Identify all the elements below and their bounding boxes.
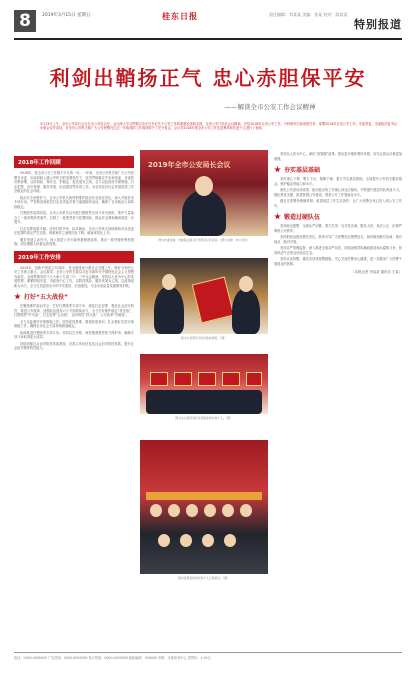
photo-caption: 图为获得表彰的先进个人合影留念。（图） (178, 576, 230, 580)
section-heading-team (274, 212, 402, 221)
certificate (150, 372, 168, 386)
photo-speaker (140, 150, 268, 248)
certificate (198, 372, 216, 386)
sash-row (146, 492, 262, 500)
photo-award (140, 258, 268, 344)
person-head (240, 504, 252, 517)
person-head (224, 534, 236, 547)
header-rule (14, 38, 402, 40)
subheadline: ——解读全市公安工作会议精神 (224, 103, 316, 111)
section-body-team (274, 224, 402, 266)
photo-image (140, 440, 268, 574)
section-heading-plan: 2019年工作安排 (14, 251, 134, 263)
photo-caption: 图为市委常委、市委政法委书记出席会议并讲话。（图片来源：市公安局） (158, 238, 250, 242)
section-heading-review: 2018年工作回顾 (14, 156, 134, 168)
paragraph: 坚持从严管理监督，深入推进全面从严治党，持续加强党风廉政建设和反腐败斗争，营造风清气正的良好政治生态。 (274, 246, 402, 255)
section-heading-text: 夯实基层基础 (284, 167, 321, 174)
officer-head (195, 176, 213, 196)
section-heading-battles (14, 292, 134, 301)
paragraph: 全力以赴做好安保维稳工作。坚持底线思维，增强忧患意识，扎实做好各类安保维稳工作，确保全市社会大局持续和谐稳定。 (14, 319, 134, 328)
column-right (274, 152, 402, 592)
header-date: 2019年3月15日 星期五 (42, 13, 91, 18)
paragraph: 坚持重心下移、警力下沉、保障下倾，着力夯实基层基础，全面提升公安机关服务群众、维护稳定的能力和水平。 (274, 177, 402, 186)
certificate (246, 372, 262, 386)
author-line: （本报记者 李某某 通讯员 王某） (351, 270, 402, 274)
person-head (158, 534, 170, 547)
lead-text: 3月13日上午，全市公安局长会议在市公安局召开。会议深入学习贯彻习近平总书记关于公安工作的重要论述和全国、全省公安厅局长会议精神，总结2018年全市公安工作，分析研判当前形势任务，部署2019年全市公安工作。市委常委、市委政法委书记出席会议并讲话，对全市公安机关和广大公安民警在过去一年取得的工作成绩给予了充分肯定。会议对2018年度全市公安工作先进集体和先进个人进行了表彰。 (40, 122, 397, 131)
photo-column (140, 150, 268, 595)
officer-head (162, 274, 176, 290)
paragraph: 坚持从优待警，落实各项优待警措施，关心关爱民警身心健康，进一步激发广大民警干事创业的热情。 (274, 257, 402, 266)
paragraph: 打击犯罪成果丰硕。坚持打防并举、标本兼治，全市公安机关持续保持对各类违法犯罪的高压严打态势，刑事案件立案数同比下降，破案率同比上升。 (14, 226, 134, 235)
certificate (222, 372, 240, 386)
paragraph: 2018年，是全市公安工作极不平凡的一年。一年来，全市公安机关和广大公安民警在市委、市政府和上级公安机关的坚强领导下，坚决贯彻落实中央和省委、市委的决策部署，以防风险、保安全、护稳定、促发展为主线，全力以赴抓好安保维稳、打击犯罪、治安管理、服务发展、队伍建设等各项工作，为全市经济社会发展营造了安全稳定的社会环境。 (14, 171, 134, 193)
recipient-row (146, 390, 262, 414)
section-body-review (14, 171, 134, 247)
photo-banner-text: 2019年全市公安局长会议 (148, 161, 231, 169)
photo-image (140, 150, 268, 236)
header-meta: 责任编辑：刘某某 美编：张某 校对：陈某某 (269, 12, 348, 17)
paragraph: 在聚焦维护政治安全、打好扫黑除恶专项斗争、深化打击犯罪、强化社会治安防控、推进公安改革、加强队伍建设六个方面持续用力，全力打好维护稳定“攻坚战”、扫黑除恶“歼灭战”、打击犯罪“主动战”、治安防控“持久战”、公安改革“突破战”。 (14, 304, 134, 317)
officer-figure (232, 288, 260, 334)
photo-image (140, 258, 268, 334)
section-body-battles (14, 304, 134, 351)
page-header (14, 10, 402, 36)
section-heading-text: 打好“五大战役” (24, 294, 68, 301)
lead-paragraph (40, 122, 400, 144)
certificate (174, 372, 192, 386)
person-head (202, 534, 214, 547)
section-heading-text: 锻造过硬队伍 (284, 214, 321, 221)
award-plaque (192, 276, 235, 323)
paragraph: 坚持以人民为中心，深化“放管服”改革，推出更多便民利民举措，切实让群众办事更加便捷。 (274, 152, 402, 161)
star-icon (274, 166, 281, 173)
section-body-battles-cont (274, 152, 402, 161)
paragraph: 持续加强社会治安防控体系建设。完善立体化信息化社会治安防控体系，提升社会治安整体防控能力。 (14, 341, 134, 350)
paragraph: 扫黑除恶成效明显。全市公安机关以开展扫黑除恶专项斗争为契机，集中力量侦办了一批涉黑涉恶案件，打掉了一批黑恶势力犯罪团伙，群众安全感和满意度进一步提升。 (14, 211, 134, 224)
footer-rule (14, 652, 402, 653)
paragraph: 纵深推进扫黑除恶专项斗争。坚持以打开路，深挖彻查黑恶势力保护伞，确保专项斗争取得更大成效。 (14, 330, 134, 339)
paragraph: 坚持把政治建设摆在首位，教育引导广大民警坚定理想信念，始终做到绝对忠诚、绝对纯洁、绝对可靠。 (274, 235, 402, 244)
photo-image (140, 354, 268, 414)
paragraph: 2019年，是新中国成立70周年，是全面建成小康社会关键之年，做好今年的公安工作意义重大。会议要求，全市公安机关要以习近平新时代中国特色社会主义思想为指导，全面贯彻党的十九大和十九届二中、三中全会精神，坚持以人民为中心的发展思想，紧紧围绕市委、市政府中心工作，以防控风险、服务发展为主线，以改革创新为动力，全力打造更高水平的平安建设、法治建设，为全市高质量发展保驾护航。 (14, 265, 134, 288)
section-body-plan (14, 266, 134, 289)
person-head (204, 504, 216, 517)
officer-head (239, 276, 253, 292)
person-head (186, 504, 198, 517)
paragraph: 服务发展主动作为。深入推进公安行政审批制度改革，推出一系列便民利民措施，切实增强人民群众获得感。 (14, 237, 134, 246)
headline: 利剑出鞘扬正气 忠心赤胆保平安 (49, 66, 367, 90)
masthead: 桂东日报 (162, 12, 198, 21)
paragraph: 深化公安派出所改革，推动派出所工作重心向社区倾斜，不断提升基层所队的战斗力。强化科技支撑，推进智慧公安建设，提高公安工作智能化水平。 (274, 188, 402, 197)
section-body-grassroots (274, 177, 402, 208)
page-number: 8 (14, 10, 36, 32)
footer: 电话：0000-0000000 广告热线：0000-0000000 发行热线：0000-0000000 邮政编码：000000 印刷：本报印务中心 零售价：1.00元 (14, 656, 211, 660)
column-left (14, 152, 134, 592)
paragraph: 政治安全坚强有力。全市公安机关始终把维护政治安全放在首位，深入开展各类专项行动，严密防范和依法打击各类敌对势力渗透破坏活动，确保了全市政治大局持续稳定。 (14, 195, 134, 209)
star-icon (274, 213, 281, 220)
star-icon (14, 293, 21, 300)
person-head (180, 534, 192, 547)
section-label: 特别报道 (354, 18, 402, 31)
officer-figure (182, 190, 226, 236)
officer-figure (154, 286, 184, 334)
section-heading-grassroots (274, 165, 402, 174)
person-head (222, 504, 234, 517)
photo-group (140, 440, 268, 585)
paragraph: 健全完善警务保障机制，改善基层工作生活条件，让广大民警全身心投入到公安工作中。 (274, 199, 402, 208)
photo-caption: 图为会议现场表彰先进集体和先进个人。（图） (175, 416, 233, 420)
photo-ceremony (140, 354, 268, 424)
paragraph: 坚持政治建警、全面从严治警，着力打造一支对党忠诚、服务人民、执法公正、纪律严明的公安铁军。 (274, 224, 402, 233)
person-head (150, 504, 162, 517)
photo-caption: 图为与会领导为先进集体颁奖。（图） (180, 336, 228, 340)
person-head (168, 504, 180, 517)
